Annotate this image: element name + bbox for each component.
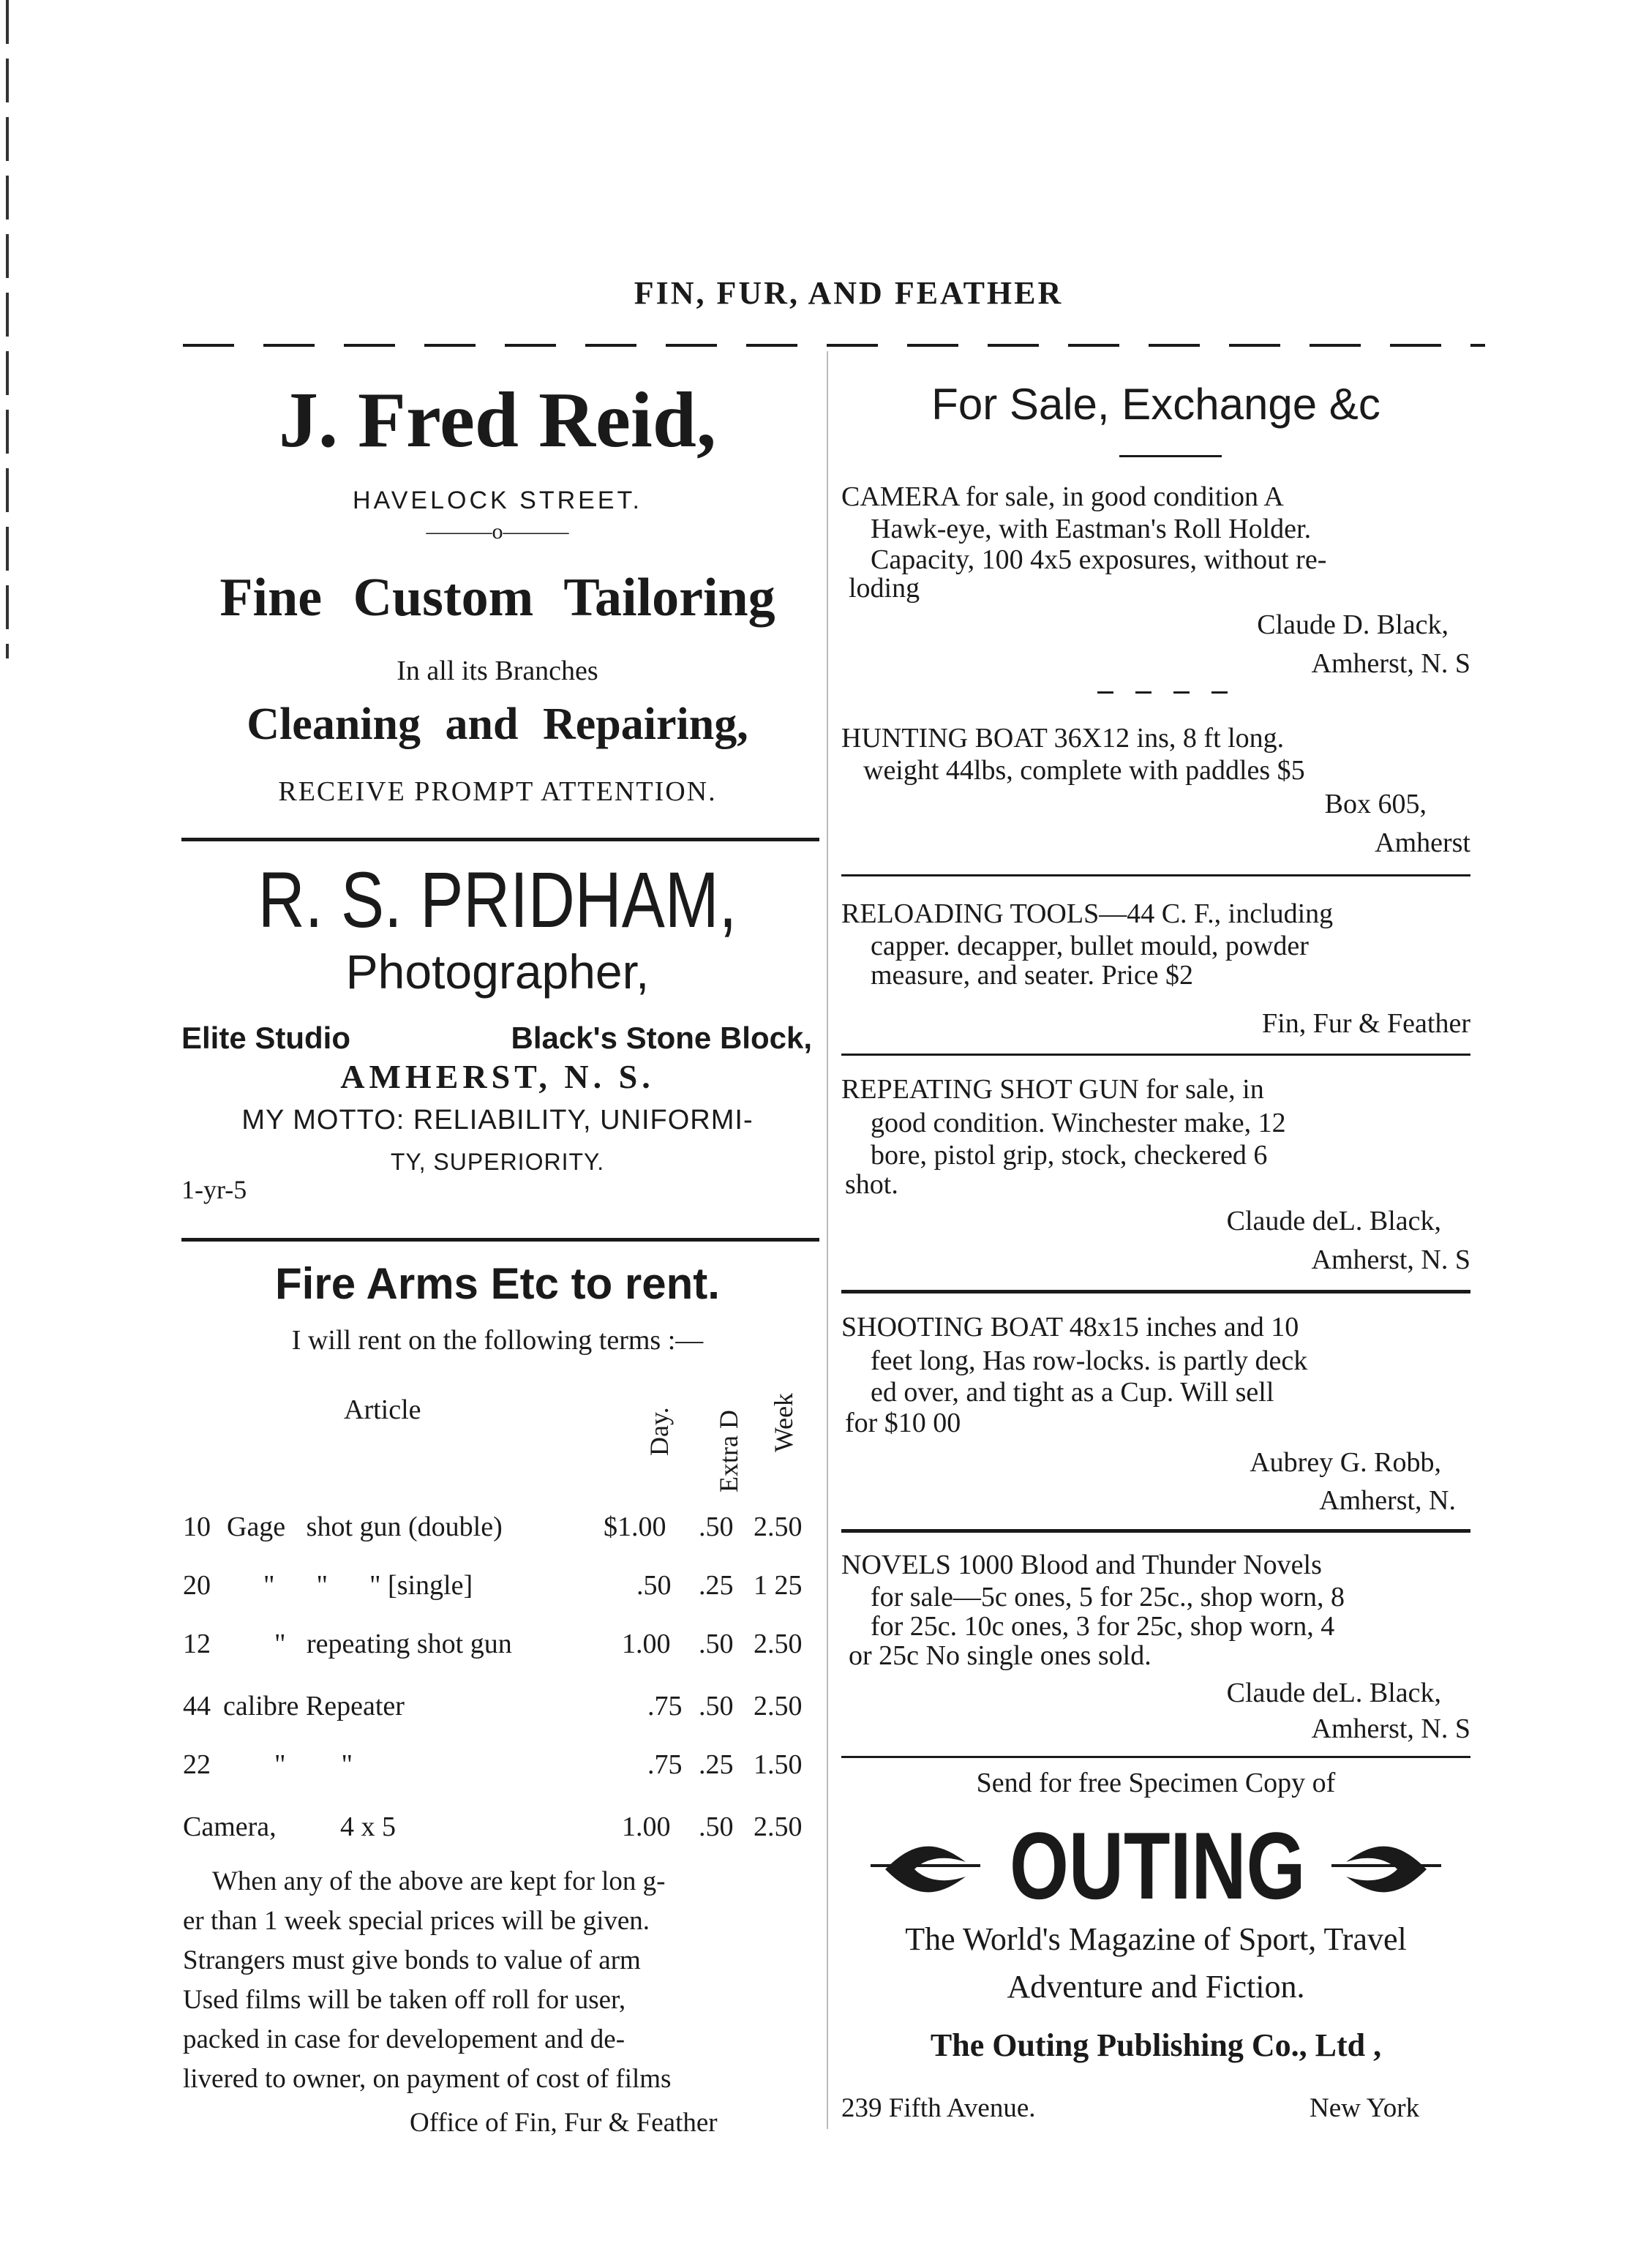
signature-line: Claude deL. Black, (1226, 1678, 1441, 1708)
rent-note-line: When any of the above are kept for lon g- (212, 1866, 666, 1896)
rent-row-extra: .25 (699, 1570, 734, 1601)
ad-line: ed over, and tight as a Cup. Will sell (871, 1377, 1274, 1408)
signature-line: Claude D. Black, (1257, 609, 1449, 640)
rent-row-num: 20 (183, 1570, 211, 1601)
rent-note-line: livered to owner, on payment of cost of films (183, 2064, 672, 2094)
header-rule (183, 344, 1485, 347)
ad-rule (841, 1529, 1470, 1533)
ad-line: CAMERA for sale, in good condition A (841, 481, 1284, 512)
ad-line: for 25c. 10c ones, 3 for 25c, shop worn, 4 (871, 1611, 1335, 1642)
reid-tailoring: Fine Custom Tailoring (219, 568, 775, 628)
reid-bottom-rule (181, 838, 819, 841)
ad-novels-signature (841, 1675, 1470, 1747)
signature-line: Amherst (1375, 827, 1470, 858)
ad-line: loding (849, 573, 920, 604)
rent-col-day: Day. (645, 1407, 674, 1456)
rent-row-num: 22 (183, 1749, 211, 1780)
signature-line: Fin, Fur & Feather (1262, 1008, 1470, 1039)
column-divider (827, 351, 828, 2129)
ad-line: or 25c No single ones sold. (849, 1640, 1152, 1671)
outing-publisher: The Outing Publishing Co., Ltd , (930, 2027, 1382, 2063)
ad-novels (841, 1547, 1470, 1670)
reid-separator: ———o——— (426, 519, 569, 544)
pridham-studio: Elite Studio (181, 1021, 350, 1055)
ad-line: good condition. Winchester make, 12 (871, 1108, 1286, 1138)
pridham-motto-line2: TY, SUPERIORITY. (390, 1149, 605, 1175)
ad-line: measure, and seater. Price $2 (871, 960, 1194, 991)
rent-row-item: " repeating shot gun (274, 1629, 512, 1659)
rent-row-item: 4 x 5 (340, 1811, 396, 1842)
ad-line: weight 44lbs, complete with paddles $5 (863, 755, 1305, 786)
outing-tagline-2: Adventure and Fiction. (1007, 1969, 1305, 2005)
signature-line: Amherst, N. (1319, 1485, 1456, 1516)
outing-logo-text: OUTING (1010, 1812, 1306, 1919)
pridham-town: AMHERST, N. S. (340, 1058, 655, 1095)
rent-intro: I will rent on the following terms :— (291, 1325, 704, 1356)
rent-note-line: Strangers must give bonds to value of arm (183, 1945, 641, 1975)
pridham-code: 1-yr-5 (181, 1175, 247, 1204)
rent-row-extra: .50 (699, 1629, 734, 1659)
rent-row-day: 1.00 (622, 1629, 671, 1659)
ad-line: shot. (845, 1169, 898, 1200)
ad-repeating-shot-gun-signature (841, 1204, 1470, 1281)
ad-line: RELOADING TOOLS—44 C. F., including (841, 898, 1334, 929)
rent-note-line: Used films will be taken off roll for user, (183, 1985, 626, 2015)
ad-hunting-boat-signature (841, 786, 1470, 864)
rent-row-item: " " (274, 1749, 353, 1780)
pridham-bottom-rule (181, 1238, 819, 1242)
rent-row-num: 10 (183, 1512, 211, 1542)
ad-line: Capacity, 100 4x5 exposures, without re- (871, 544, 1327, 575)
rent-office: Office of Fin, Fur & Feather (410, 2108, 718, 2138)
page-header: FIN, FUR, AND FEATHER (634, 275, 1064, 311)
ad-rule (841, 1756, 1470, 1758)
ad-shooting-boat (841, 1310, 1470, 1438)
ad-shooting-boat-signature (841, 1445, 1470, 1521)
ad-line: capper. decapper, bullet mould, powder (871, 931, 1309, 961)
ad-rule (841, 874, 1470, 876)
rent-row-day: 1.00 (622, 1811, 671, 1842)
signature-line: Box 605, (1324, 789, 1427, 819)
outing-city: New York (1310, 2093, 1420, 2123)
ad-line: SHOOTING BOAT 48x15 inches and 10 (841, 1312, 1299, 1343)
rent-row-item: " " " [single] (263, 1570, 473, 1601)
rent-col-week: Week (769, 1392, 798, 1452)
rent-row-week: 2.50 (754, 1691, 803, 1721)
outing-logo (856, 1811, 1456, 1920)
rent-title: Fire Arms Etc to rent. (275, 1259, 720, 1308)
rent-row (183, 1811, 819, 1847)
ad-camera-signature (841, 607, 1470, 685)
ad-reloading-tools-signature (841, 1006, 1470, 1041)
rent-row-week: 2.50 (754, 1512, 803, 1542)
signature-line: Amherst, N. S (1311, 648, 1470, 679)
ad-camera (841, 479, 1470, 604)
ad-line: feet long, Has row-locks. is partly deck (871, 1345, 1308, 1376)
rent-row-extra: .25 (699, 1749, 734, 1780)
rent-row (183, 1569, 819, 1606)
rent-row-extra: .50 (699, 1691, 734, 1721)
ad-line: for sale—5c ones, 5 for 25c., shop worn, 8 (871, 1582, 1345, 1612)
forsale-title-rule (1119, 455, 1222, 457)
reid-branches: In all its Branches (397, 656, 598, 686)
signature-line: Claude deL. Black, (1226, 1206, 1441, 1236)
rent-row-week: 1 25 (754, 1570, 803, 1601)
outing-tagline-1: The World's Magazine of Sport, Travel (905, 1921, 1407, 1957)
rent-row-extra: .50 (699, 1811, 734, 1842)
rent-row-item: Gage shot gun (double) (227, 1512, 503, 1542)
rent-col-article: Article (344, 1394, 421, 1425)
rent-row-week: 1.50 (754, 1749, 803, 1780)
ad-line: HUNTING BOAT 36X12 ins, 8 ft long. (841, 723, 1285, 754)
outing-send: Send for free Specimen Copy of (976, 1768, 1336, 1798)
signature-line: Amherst, N. S (1311, 1244, 1470, 1275)
outing-address: 239 Fifth Avenue. (841, 2093, 1036, 2123)
rent-row-extra: .50 (699, 1512, 734, 1542)
rent-row (183, 1749, 819, 1785)
reid-street: HAVELOCK STREET. (353, 487, 642, 514)
rent-note-line: packed in case for developement and de- (183, 2024, 625, 2054)
rent-row (183, 1690, 819, 1727)
signature-line: Amherst, N. S (1311, 1713, 1470, 1744)
ad-hunting-boat (841, 721, 1470, 785)
ad-reloading-tools (841, 896, 1470, 990)
ad-separator (1097, 691, 1229, 694)
rent-row-num: Camera, (183, 1811, 277, 1842)
rent-row-num: 12 (183, 1629, 211, 1659)
ad-line: NOVELS 1000 Blood and Thunder Novels (841, 1550, 1322, 1580)
rent-row-num: 44 (183, 1691, 211, 1721)
ad-line: REPEATING SHOT GUN for sale, in (841, 1074, 1264, 1105)
rent-row-day: .75 (647, 1691, 683, 1721)
rent-col-extra: Extra D (714, 1410, 743, 1492)
reid-prompt: RECEIVE PROMPT ATTENTION. (278, 776, 717, 807)
rent-row-day: .50 (636, 1570, 672, 1601)
rent-row-day: $1.00 (604, 1512, 666, 1542)
pridham-role: Photographer, (345, 945, 650, 999)
ad-line: bore, pistol grip, stock, checkered 6 (871, 1140, 1268, 1171)
forsale-title: For Sale, Exchange &c (931, 380, 1380, 429)
pridham-motto-line1: MY MOTTO: RELIABILITY, UNIFORMI- (241, 1105, 754, 1135)
rent-row (183, 1628, 819, 1664)
page-binding-edge (6, 0, 9, 658)
pridham-block: Black's Stone Block, (511, 1021, 812, 1055)
pridham-name: R. S. PRIDHAM, (258, 855, 737, 944)
signature-line: Aubrey G. Robb, (1250, 1447, 1441, 1478)
rent-row (183, 1511, 819, 1547)
reid-name: J. Fred Reid, (279, 377, 716, 464)
ad-rule (841, 1290, 1470, 1293)
rent-note (183, 1862, 819, 2099)
ad-rule (841, 1054, 1470, 1056)
rent-row-week: 2.50 (754, 1629, 803, 1659)
ad-repeating-shot-gun (841, 1072, 1470, 1198)
ad-line: Hawk-eye, with Eastman's Roll Holder. (871, 514, 1312, 544)
reid-cleaning: Cleaning and Repairing, (247, 699, 748, 749)
rent-row-week: 2.50 (754, 1811, 803, 1842)
ad-line: for $10 00 (845, 1408, 961, 1438)
rent-note-line: er than 1 week special prices will be given. (183, 1906, 650, 1936)
rent-row-item: calibre Repeater (223, 1691, 405, 1721)
rent-row-day: .75 (647, 1749, 683, 1780)
